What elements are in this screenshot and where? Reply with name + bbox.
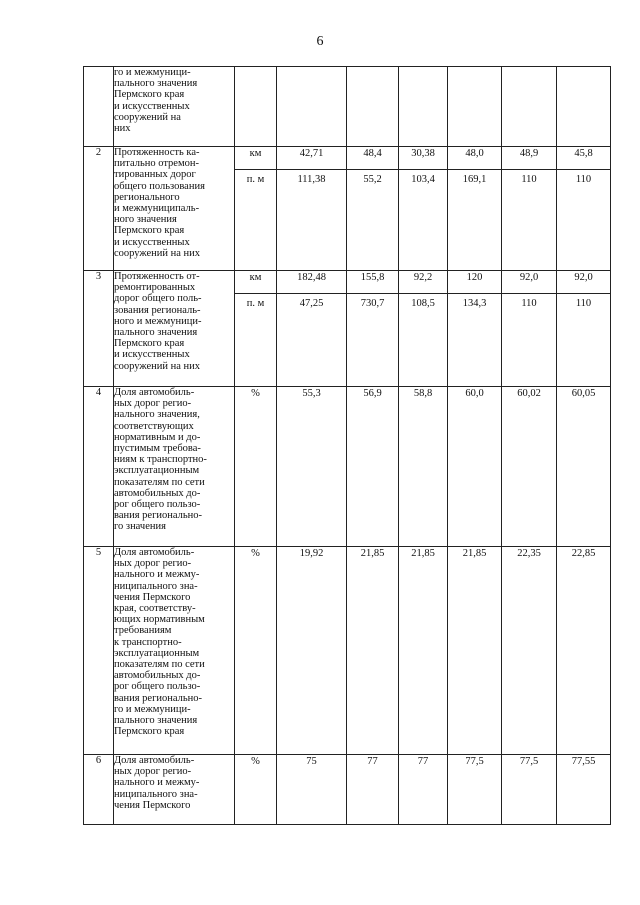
description-line: нормативным и до- (114, 431, 201, 443)
value (557, 67, 610, 89)
description-line: пального значения (114, 715, 198, 727)
value (502, 67, 556, 89)
value-cell (557, 67, 611, 147)
value-cell (557, 755, 611, 825)
value: 182,48 (297, 272, 326, 283)
value: 60,02 (517, 388, 541, 399)
table-row (84, 271, 611, 387)
value: 22,35 (517, 548, 541, 559)
value-cell (557, 547, 611, 755)
description-line: зования региональ- (114, 304, 201, 316)
row-number: 6 (84, 755, 114, 825)
value-cell (277, 147, 347, 271)
value (347, 67, 398, 89)
value-cell (399, 755, 448, 825)
description-line: ных дорог регио- (114, 766, 192, 778)
description-line: Протяженность ка- (114, 147, 200, 158)
description-line: сооружений на (114, 111, 181, 123)
value-cell (448, 547, 502, 755)
value: 110 (557, 169, 610, 195)
description-line: ниям к транспортно- (114, 454, 207, 466)
description-line: рог общего пользо- (114, 499, 201, 511)
value: 60,05 (571, 388, 596, 399)
unit-label: км (249, 272, 262, 283)
description-line: Доля автомобиль- (114, 755, 195, 766)
row-number: 5 (84, 547, 114, 755)
description-line: автомобильных до- (114, 487, 201, 499)
value-cell (448, 147, 502, 271)
row-number: 2 (84, 147, 114, 271)
row-number: 3 (84, 271, 114, 387)
description-line: питально отремон- (114, 158, 199, 170)
value: 108,5 (399, 293, 447, 319)
value-cell (277, 387, 347, 547)
table-row (84, 755, 611, 825)
value-cell (502, 387, 557, 547)
table-row (84, 147, 611, 271)
value-cell (502, 271, 557, 387)
value: 55,2 (347, 169, 398, 195)
description-line: края, соответству- (114, 603, 196, 615)
description-line: ных дорог регио- (114, 398, 192, 410)
value-cell (502, 147, 557, 271)
value: 22,85 (571, 548, 596, 559)
description-line: нального и межму- (114, 777, 200, 789)
description-line: чения Пермского (114, 799, 191, 811)
unit-label: п. м (235, 293, 276, 319)
value: 21,85 (462, 548, 487, 559)
value: 110 (502, 169, 556, 195)
description-line: Пермского края (114, 225, 185, 237)
unit-cell (235, 147, 277, 271)
value-cell (502, 755, 557, 825)
description-line: пального значения (114, 78, 198, 90)
value (399, 67, 447, 89)
description-line: тированных дорог (114, 169, 196, 181)
value-cell (399, 271, 448, 387)
description-line: го и межмуници- (114, 703, 191, 715)
value: 58,8 (413, 388, 433, 399)
description-line: нального и межму- (114, 569, 200, 581)
description-line: к транспортно- (114, 636, 182, 648)
indicator-description (114, 147, 235, 271)
description-line: Пермского края (114, 89, 185, 101)
description-line: требованиям (114, 625, 172, 637)
value: 56,9 (363, 388, 382, 399)
description-line: и межмуниципаль- (114, 203, 200, 215)
value-cell (557, 271, 611, 387)
value-cell (277, 547, 347, 755)
value: 48,0 (465, 148, 484, 159)
value: 110 (557, 293, 610, 319)
unit-label (235, 67, 276, 89)
description-line: сооружений на них (114, 247, 201, 259)
value-cell (448, 67, 502, 147)
value: 77 (417, 756, 429, 767)
value-cell (347, 387, 399, 547)
value: 77,5 (519, 756, 539, 767)
description-line: показателям по сети (114, 476, 205, 488)
page-number: 6 (316, 34, 324, 49)
value: 75 (306, 756, 317, 767)
description-line: Доля автомобиль- (114, 547, 195, 558)
description-line: и искусственных (114, 100, 190, 112)
value: 155,8 (360, 272, 385, 283)
value: 120 (466, 272, 483, 283)
description-line: сооружений на них (114, 360, 201, 372)
table-row (84, 547, 611, 755)
description-line: ниципального зна- (114, 788, 198, 800)
value-cell (347, 147, 399, 271)
description-line: вания регионально- (114, 510, 203, 522)
value: 19,92 (299, 548, 324, 559)
description-line: чения Пермского (114, 591, 191, 603)
value (448, 67, 501, 89)
description-line: соответствующих (114, 420, 194, 432)
description-line: эксплуатационным (114, 647, 200, 659)
description-line: показателям по сети (114, 659, 205, 671)
description-line: рог общего пользо- (114, 681, 201, 693)
unit-cell (235, 387, 277, 547)
row-number (84, 67, 114, 147)
value: 111,38 (277, 169, 346, 195)
value-cell (557, 147, 611, 271)
value: 45,8 (574, 148, 593, 159)
unit-label: % (251, 756, 260, 767)
indicator-description (114, 271, 235, 387)
indicator-description (114, 755, 235, 825)
description-line: и искусственных (114, 349, 190, 361)
value-cell (448, 755, 502, 825)
value-cell (399, 547, 448, 755)
description-line: нального значения, (114, 409, 200, 421)
table-body (84, 67, 611, 825)
value: 48,4 (363, 148, 382, 159)
description-line: Пермского края (114, 726, 185, 738)
description-line: Протяженность от- (114, 271, 200, 282)
value: 134,3 (448, 293, 501, 319)
unit-label: км (249, 148, 262, 159)
unit-label: п. м (235, 169, 276, 195)
description-line: пустимым требова- (114, 443, 201, 455)
value: 77 (367, 756, 378, 767)
value-cell (502, 547, 557, 755)
value-cell (277, 755, 347, 825)
value-cell (347, 67, 399, 147)
value-cell (347, 547, 399, 755)
value-cell (502, 67, 557, 147)
description-line: регионального (114, 191, 180, 203)
value-cell (557, 387, 611, 547)
value: 47,25 (277, 293, 346, 319)
description-line: и искусственных (114, 236, 190, 248)
value-cell (448, 387, 502, 547)
description-line: эксплуатационным (114, 465, 200, 477)
description-line: вания регионально- (114, 692, 203, 704)
unit-label: % (251, 548, 260, 559)
unit-cell (235, 755, 277, 825)
value-cell (347, 755, 399, 825)
table-row (84, 67, 611, 147)
value: 55,3 (302, 388, 321, 399)
value: 48,9 (519, 148, 539, 159)
value: 21,85 (360, 548, 385, 559)
value: 60,0 (465, 388, 484, 399)
table-row (84, 387, 611, 547)
description-line: ного и межмуници- (114, 315, 202, 327)
value: 92,0 (574, 272, 593, 283)
indicator-description (114, 387, 235, 547)
unit-label: % (251, 388, 260, 399)
value-cell (347, 271, 399, 387)
value: 110 (502, 293, 556, 319)
value (277, 67, 346, 89)
value: 21,85 (411, 548, 435, 559)
description-line: пального значения (114, 327, 198, 339)
description-line: общего пользования (114, 180, 205, 192)
value: 730,7 (347, 293, 398, 319)
value: 92,0 (519, 272, 539, 283)
value: 42,71 (299, 148, 324, 159)
value: 92,2 (413, 272, 433, 283)
description-line: ющих нормативным (114, 614, 205, 626)
value: 103,4 (399, 169, 447, 195)
description-line: Доля автомобиль- (114, 387, 195, 398)
description-line: ных дорог регио- (114, 558, 192, 570)
row-number: 4 (84, 387, 114, 547)
description-line: них (114, 123, 131, 135)
description-line: автомобильных до- (114, 670, 201, 682)
unit-cell (235, 547, 277, 755)
value-cell (277, 271, 347, 387)
value-cell (399, 67, 448, 147)
unit-cell (235, 271, 277, 387)
value-cell (448, 271, 502, 387)
description-line: ремонтированных (114, 282, 196, 294)
value-cell (399, 147, 448, 271)
description-line: ниципального зна- (114, 580, 198, 592)
unit-cell (235, 67, 277, 147)
value: 169,1 (448, 169, 501, 195)
value: 77,5 (465, 756, 484, 767)
indicators-table (83, 66, 611, 825)
indicator-description (114, 547, 235, 755)
description-line: дорог общего поль- (114, 293, 202, 305)
value-cell (399, 387, 448, 547)
description-line: го и межмуници- (114, 67, 191, 78)
value: 77,55 (571, 756, 596, 767)
description-line: Пермского края (114, 338, 185, 350)
description-line: ного значения (114, 214, 177, 226)
description-line: го значения (114, 521, 166, 533)
indicator-description (114, 67, 235, 147)
value-cell (277, 67, 347, 147)
value: 30,38 (411, 148, 435, 159)
